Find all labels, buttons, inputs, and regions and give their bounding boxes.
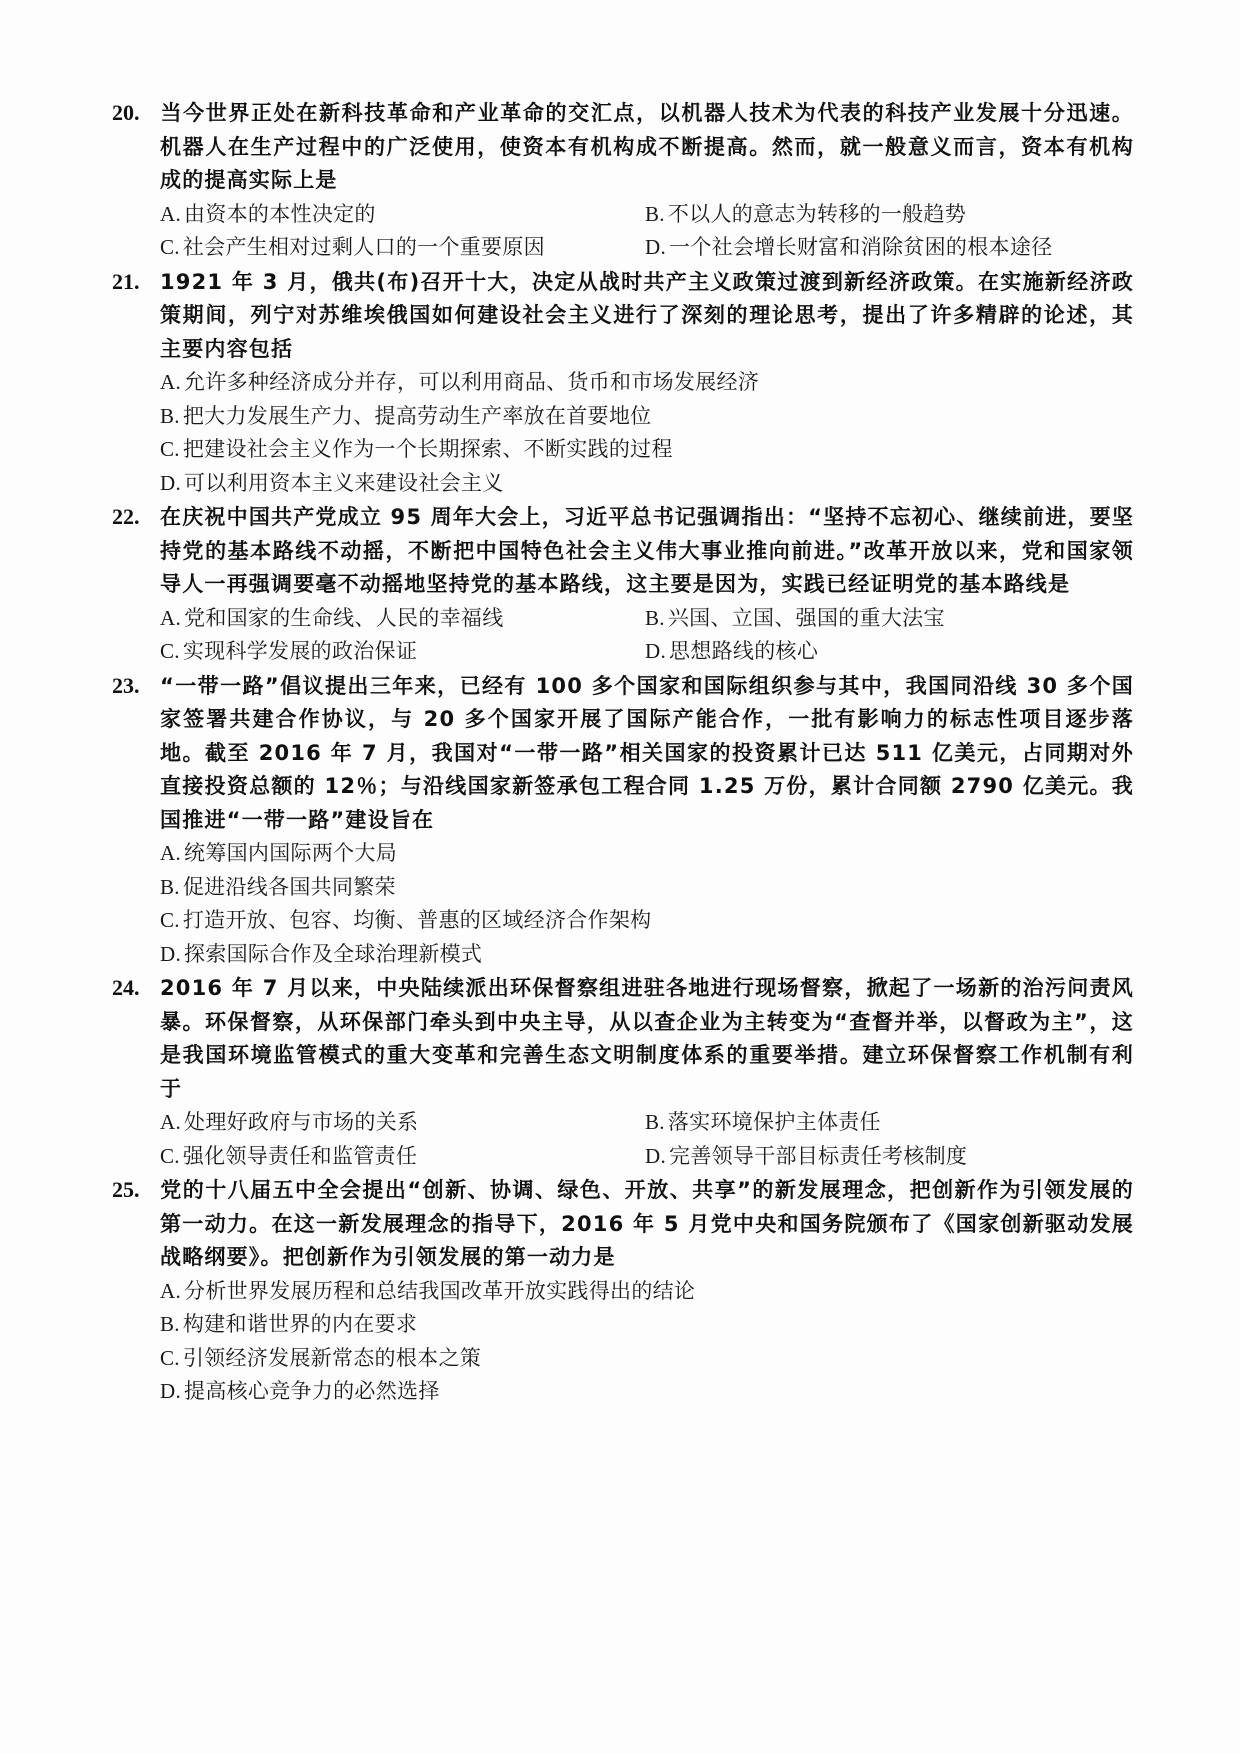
option-c[interactable]: C. 社会产生相对过剩人口的一个重要原因 — [160, 235, 545, 259]
option-a[interactable]: A. 党和国家的生命线、人民的幸福线 — [160, 605, 504, 630]
option-c[interactable]: C. 引领经济发展新常态的根本之策 — [160, 1345, 482, 1370]
option-c[interactable]: C. 强化领导责任和监管责任 — [160, 1143, 418, 1168]
option-a[interactable]: A. 统筹国内国际两个大局 — [160, 841, 398, 865]
option-b[interactable]: B. 不以人的意志为转移的一般趋势 — [645, 201, 967, 226]
stem-text: 2016 年 7 月以来，中央陆续派出环保督察组进驻各地进行现场督察，掀起了一场新的治污问责风暴。环保督察，从环保部门牵头到中央主导，从以查企业为主转变为“查督并举，以督政为主”，这是我国环境监管模式的重大变革和完善生态文明制度体系的重要举措。建立环保督察工作机制有利于 — [160, 976, 1134, 1101]
options-list — [112, 837, 1134, 971]
question-21 — [112, 265, 1134, 501]
question-22 — [112, 500, 1134, 669]
option-a[interactable]: A. 分析世界发展历程和总结我国改革开放实践得出的结论 — [160, 1278, 696, 1303]
option-c[interactable]: C. 实现科学发展的政治保证 — [160, 639, 418, 663]
question-number: 20. — [112, 100, 140, 125]
options-list — [112, 602, 1134, 669]
options-list — [112, 1106, 1134, 1173]
option-b[interactable]: B. 兴国、立国、强国的重大法宝 — [645, 605, 945, 630]
option-c[interactable]: C. 把建设社会主义作为一个长期探索、不断实践的过程 — [160, 437, 673, 461]
question-23 — [112, 669, 1134, 972]
stem-text: 1921 年 3 月，俄共(布)召开十大，决定从战时共产主义政策过渡到新经济政策。在实施新经济政策期间，列宁对苏维埃俄国如何建设社会主义进行了深刻的理论思考，提出了许多精辟的论述，其主要内容包括 — [160, 269, 1134, 361]
question-number: 25. — [112, 1177, 140, 1202]
question-25 — [112, 1173, 1134, 1409]
question-number: 24. — [112, 975, 140, 1000]
question-stem — [112, 669, 1134, 838]
option-c[interactable]: C. 打造开放、包容、均衡、普惠的区域经济合作架构 — [160, 908, 652, 932]
question-number: 21. — [112, 268, 140, 294]
option-b[interactable]: B. 促进沿线各国共同繁荣 — [160, 874, 396, 899]
question-stem — [112, 500, 1134, 602]
stem-text: 当今世界正处在新科技革命和产业革命的交汇点，以机器人技术为代表的科技产业发展十分迅速。机器人在生产过程中的广泛使用，使资本有机构成不断提高。然而，就一般意义而言，资本有机构成的提高实际上是 — [160, 101, 1134, 192]
stem-text: 在庆祝中国共产党成立 95 周年大会上，习近平总书记强调指出：“坚持不忘初心、继续前进，要坚持党的基本路线不动摇，不断把中国特色社会主义伟大事业推向前进。”改革开放以来，党和国家领导人一再强调要毫不动摇地坚持党的基本路线，这主要是因为，实践已经证明党的基本路线是 — [160, 505, 1134, 596]
options-list — [112, 1275, 1134, 1409]
option-d[interactable]: D. 思想路线的核心 — [645, 639, 819, 663]
option-d[interactable]: D. 一个社会增长财富和消除贫困的根本途径 — [645, 235, 1053, 259]
option-b[interactable]: B. 把大力发展生产力、提高劳动生产率放在首要地位 — [160, 403, 652, 428]
option-d[interactable]: D. 探索国际合作及全球治理新模式 — [160, 941, 483, 966]
options-list — [112, 198, 1134, 265]
option-b[interactable]: B. 落实环境保护主体责任 — [645, 1110, 881, 1134]
question-stem — [112, 96, 1134, 198]
option-d[interactable]: D. 完善领导干部目标责任考核制度 — [645, 1143, 968, 1168]
stem-text: “一带一路”倡议提出三年来，已经有 100 多个国家和国际组织参与其中，我国同沿线 30 多个国家签署共建合作协议，与 20 多个国家开展了国际产能合作，一批有影响力的标志性项目逐步落地。截至 2016 年 7 月，我国对“一带一路”相关国家的投资累计已达 511 亿美元，占同期对外直接投资总额的 12％；与沿线国家新签承包工程合同 1.25 万份，累计合同额 2790 亿美元。我国推进“一带一路”建设旨在 — [160, 673, 1134, 832]
option-a[interactable]: A. 由资本的本性决定的 — [160, 201, 376, 226]
question-stem — [112, 265, 1134, 367]
options-list — [112, 366, 1134, 500]
question-20 — [112, 96, 1134, 265]
question-number: 23. — [112, 672, 140, 698]
option-b[interactable]: B. 构建和谐世界的内在要求 — [160, 1312, 418, 1336]
question-stem — [112, 971, 1134, 1106]
question-stem — [112, 1173, 1134, 1275]
stem-text: 党的十八届五中全会提出“创新、协调、绿色、开放、共享”的新发展理念，把创新作为引领发展的第一动力。在这一新发展理念的指导下，2016 年 5 月党中央和国务院颁布了《国家创新驱动发展战略纲要》。把创新作为引领发展的第一动力是 — [160, 1178, 1134, 1269]
exam-page — [112, 96, 1134, 1409]
question-24 — [112, 971, 1134, 1173]
question-number: 22. — [112, 504, 140, 529]
option-d[interactable]: D. 提高核心竞争力的必然选择 — [160, 1379, 440, 1403]
option-a[interactable]: A. 处理好政府与市场的关系 — [160, 1110, 419, 1134]
option-a[interactable]: A. 允许多种经济成分并存，可以利用商品、货币和市场发展经济 — [160, 370, 760, 394]
option-d[interactable]: D. 可以利用资本主义来建设社会主义 — [160, 470, 504, 495]
